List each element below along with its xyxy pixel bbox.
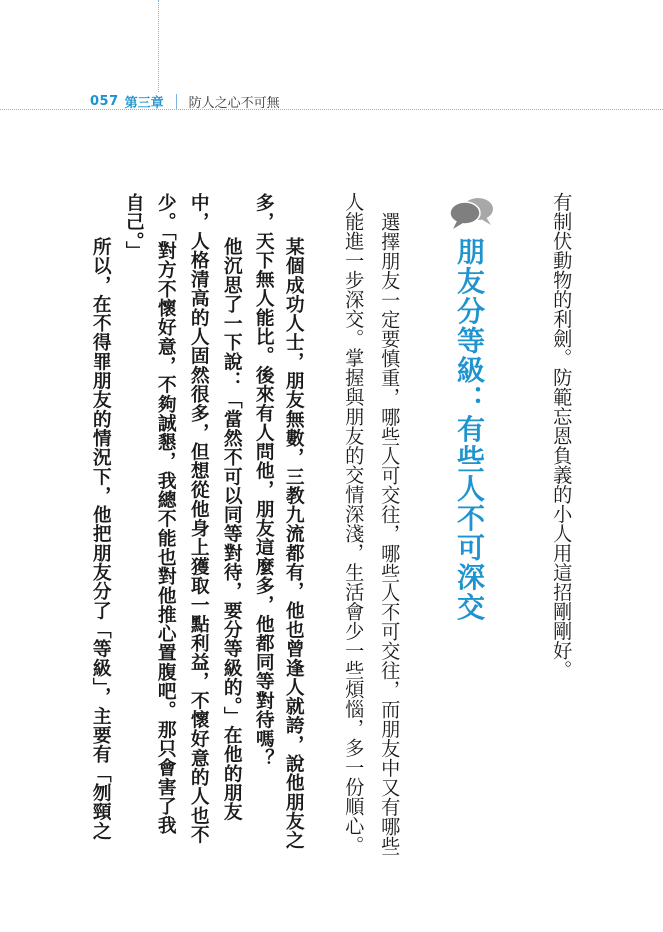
section-heading: 朋友分等級：有些人不可深交 [453, 237, 486, 622]
story-line: 少。「對方不懷好意，不夠誠懇，我總不能也對他推心置腹吧。那只會害了我 [154, 193, 177, 835]
paragraph-line: 人能進一步深交。掌握與朋友的交情深淺，生活會少一些煩惱，多一份順心。 [342, 192, 366, 855]
speech-bubbles-icon [449, 196, 495, 230]
running-header [90, 91, 280, 111]
story-line: 所以，在不得罪朋友的情況下，他把朋友分了「等級」，主要有「刎頸之 [89, 237, 112, 841]
story-line: 某個成功人士，朋友無數，三教九流都有，他也曾逢人就誇，說他朋友之 [282, 237, 305, 850]
page-number: 057 [90, 93, 119, 109]
story-line: 中，人格清高的人固然很多，但想從他身上獲取一點利益，不懷好意的人也不 [187, 193, 210, 845]
header-divider [176, 94, 177, 109]
chapter-title: 防人之心不可無 [188, 95, 280, 111]
story-line: 他沉思了一下說：「當然不可以同等對待，要分等級的。」在他的朋友 [220, 237, 243, 822]
crop-guide-vertical [158, 0, 159, 92]
paragraph-line: 選擇朋友一定要慎重，哪些人可交往，哪些人不可交往，而朋友中又有哪些 [378, 212, 402, 856]
chapter-label: 第三章 [124, 95, 164, 111]
story-line: 多，天下無人能比。後來有人問他，朋友這麼多，他都同等對待嗎？ [252, 193, 275, 768]
intro-text-column: 有制伏動物的利劍。防範忘恩負義的小人用這招剛剛好。 [550, 192, 574, 680]
story-line: 自己。」 [122, 193, 145, 261]
